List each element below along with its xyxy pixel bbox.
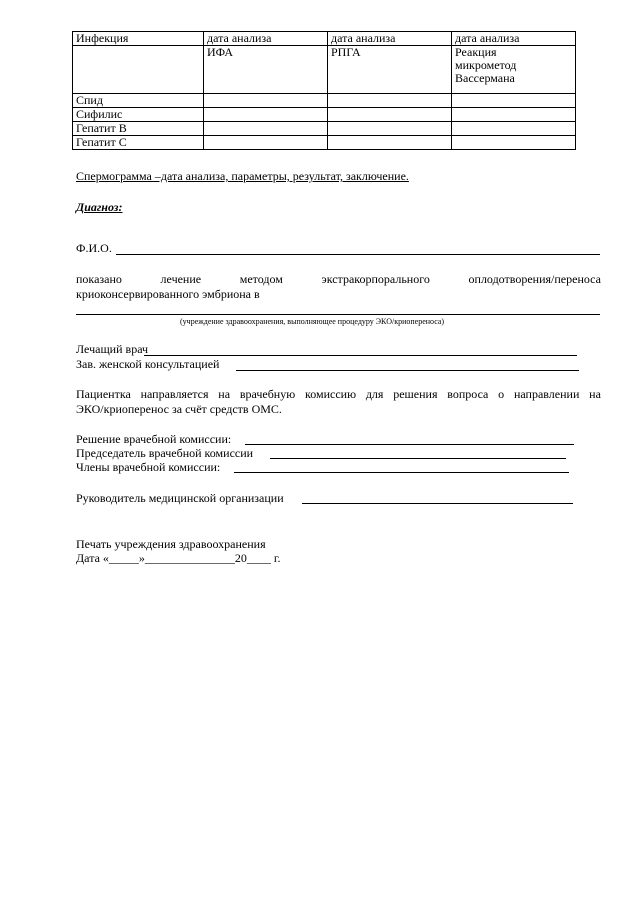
commission-chair-line[interactable] <box>270 458 566 459</box>
cell <box>452 136 576 150</box>
institution-note: (учреждение здравоохранения, выполняющее процедуру ЭКО/криопереноса) <box>180 317 445 326</box>
word: лечение <box>160 272 202 286</box>
word: методом <box>239 272 283 286</box>
method-wassermann-line-2: микрометод <box>455 58 517 72</box>
cell <box>452 108 576 122</box>
header-infection: Инфекция <box>73 32 204 46</box>
word: врачебную <box>239 387 296 401</box>
table-method-row <box>73 46 576 94</box>
row-label-hepatitis-c: Гепатит С <box>73 136 204 150</box>
word: показано <box>76 272 122 286</box>
spermogram-line: Спермограмма –дата анализа, параметры, результат, заключение. <box>76 169 409 183</box>
row-label-aids: Спид <box>73 94 204 108</box>
word: направлении <box>513 387 580 401</box>
cell <box>204 108 328 122</box>
cell <box>328 136 452 150</box>
head-consultation-label: Зав. женской консультацией <box>76 357 220 371</box>
commission-members-line[interactable] <box>234 472 569 473</box>
cell <box>204 136 328 150</box>
word: комиссию <box>304 387 357 401</box>
method-wassermann <box>452 46 576 94</box>
table-row <box>73 94 576 108</box>
word: экстракорпорального <box>321 272 430 286</box>
infection-table <box>72 31 576 150</box>
attending-doctor-label: Лечащий врач <box>76 342 149 356</box>
commission-decision-label: Решение врачебной комиссии: <box>76 432 232 446</box>
row-label-hepatitis-b: Гепатит В <box>73 122 204 136</box>
method-wassermann-line-1: Реакция <box>455 45 497 59</box>
header-date-3: дата анализа <box>452 32 576 46</box>
fio-label: Ф.И.О. <box>76 241 112 255</box>
commission-chair-label: Председатель врачебной комиссии <box>76 446 254 460</box>
date-line: Дата «_____»_______________20____ г. <box>76 551 281 565</box>
referral-line-2: ЭКО/криоперенос за счёт средств ОМС. <box>76 402 282 416</box>
table-row <box>73 136 576 150</box>
stamp-label: Печать учреждения здравоохранения <box>76 537 266 551</box>
diagnosis-label: Диагноз: <box>76 200 123 214</box>
method-empty <box>73 46 204 94</box>
cell <box>328 122 452 136</box>
cell <box>452 94 576 108</box>
word: направляется <box>140 387 209 401</box>
method-rpga: РПГА <box>328 46 452 94</box>
treatment-line-2: криоконсервированного эмбриона в <box>76 287 260 301</box>
org-head-line[interactable] <box>302 503 573 504</box>
header-date-2: дата анализа <box>328 32 452 46</box>
institution-field-line[interactable] <box>76 314 600 315</box>
cell <box>204 122 328 136</box>
word: вопроса <box>447 387 489 401</box>
cell <box>452 122 576 136</box>
method-ifa: ИФА <box>204 46 328 94</box>
referral-line-1 <box>76 387 601 401</box>
head-consultation-line[interactable] <box>236 370 579 371</box>
word: на <box>589 387 601 401</box>
word: для <box>365 387 384 401</box>
word: решения <box>393 387 438 401</box>
commission-members-label: Члены врачебной комиссии: <box>76 460 221 474</box>
cell <box>328 94 452 108</box>
cell <box>328 108 452 122</box>
table-header-row <box>73 32 576 46</box>
word: оплодотворения/переноса <box>468 272 601 286</box>
commission-decision-line[interactable] <box>245 444 574 445</box>
org-head-label: Руководитель медицинской организации <box>76 491 284 505</box>
word: о <box>498 387 505 401</box>
method-wassermann-line-3: Вассермана <box>455 71 515 85</box>
row-label-syphilis: Сифилис <box>73 108 204 122</box>
table-row <box>73 122 576 136</box>
cell <box>204 94 328 108</box>
fio-field-line[interactable] <box>116 254 600 255</box>
header-date-1: дата анализа <box>204 32 328 46</box>
table-row <box>73 108 576 122</box>
treatment-line-1 <box>76 272 601 286</box>
word: Пациентка <box>76 387 131 401</box>
word: на <box>218 387 231 401</box>
attending-doctor-line[interactable] <box>144 355 577 356</box>
